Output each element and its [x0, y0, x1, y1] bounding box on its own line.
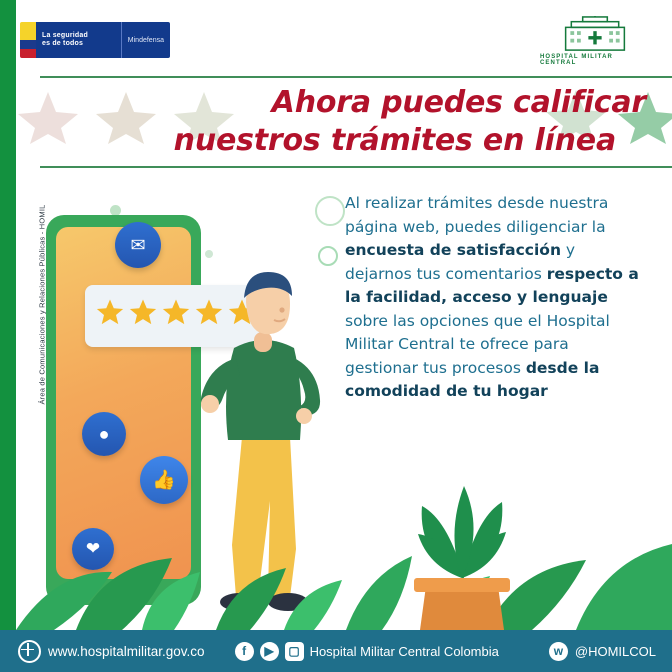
title-line-2: nuestros trámites en línea	[173, 122, 616, 158]
footer-social	[235, 642, 499, 661]
gov-ministry-label: Mindefensa	[122, 22, 170, 58]
thumbs-up-icon: 👍	[140, 456, 188, 504]
footer-twitter[interactable]	[549, 642, 656, 661]
foliage-decoration	[16, 440, 672, 630]
ring-decoration-1	[315, 196, 345, 226]
heart-icon: ❤	[72, 528, 114, 570]
body-copy-segment-5: desde la comodidad de tu hogar	[345, 358, 600, 401]
body-copy	[345, 192, 645, 404]
facebook-icon[interactable]: f	[235, 642, 254, 661]
dot-decoration-2	[205, 250, 213, 258]
title-rule-bottom	[40, 166, 672, 168]
hospital-logo	[540, 16, 650, 66]
hospital-logo-name: HOSPITAL MILITAR CENTRAL	[540, 54, 613, 66]
body-copy-segment-4: sobre las opciones que el Hospital Militar Central te ofrece para gestionar tus procesos	[345, 311, 610, 377]
rating-star-icon[interactable]	[161, 297, 191, 332]
gov-slogan	[36, 22, 121, 58]
instagram-icon[interactable]: ▢	[285, 642, 304, 661]
footer-twitter-handle: @HOMILCOL	[574, 643, 656, 659]
left-accent-bar	[0, 0, 16, 630]
twitter-icon[interactable]: w	[549, 642, 568, 661]
footer-website-label: www.hospitalmilitar.gov.co	[48, 643, 205, 659]
sidebar-credit: Área de Comunicaciones y Relaciones Públicas - HOMIL	[37, 204, 47, 405]
body-copy-segment-3: respecto a la facilidad, acceso y lenguaje	[345, 264, 639, 307]
hospital-building-icon	[560, 16, 630, 52]
youtube-icon[interactable]: ▶	[260, 642, 279, 661]
gov-slogan-line1: La seguridad	[42, 31, 88, 39]
colombia-flag-icon	[20, 22, 36, 58]
footer-bar	[0, 630, 672, 672]
footer-social-name: Hospital Militar Central Colombia	[309, 643, 499, 659]
globe-icon	[18, 640, 41, 663]
title-line-1: Ahora puedes calificar	[271, 85, 646, 120]
gov-slogan-line2: es de todos	[42, 40, 84, 47]
title-rule-top	[40, 76, 672, 78]
rating-star-icon[interactable]	[95, 297, 125, 332]
page-title	[86, 84, 646, 160]
footer-website[interactable]	[18, 640, 205, 663]
body-copy-segment-1: encuesta de satisfacción	[345, 241, 561, 260]
body-copy-segment-0: Al realizar trámites desde nuestra página web, puedes diligenciar la	[345, 194, 609, 236]
rating-star-icon[interactable]	[128, 297, 158, 332]
body-copy-segment-2: y dejarnos tus comentarios	[345, 241, 576, 283]
user-icon: ●	[82, 412, 126, 456]
title-block	[16, 78, 672, 170]
gov-logo	[20, 22, 170, 58]
mail-icon: ✉	[115, 222, 161, 268]
